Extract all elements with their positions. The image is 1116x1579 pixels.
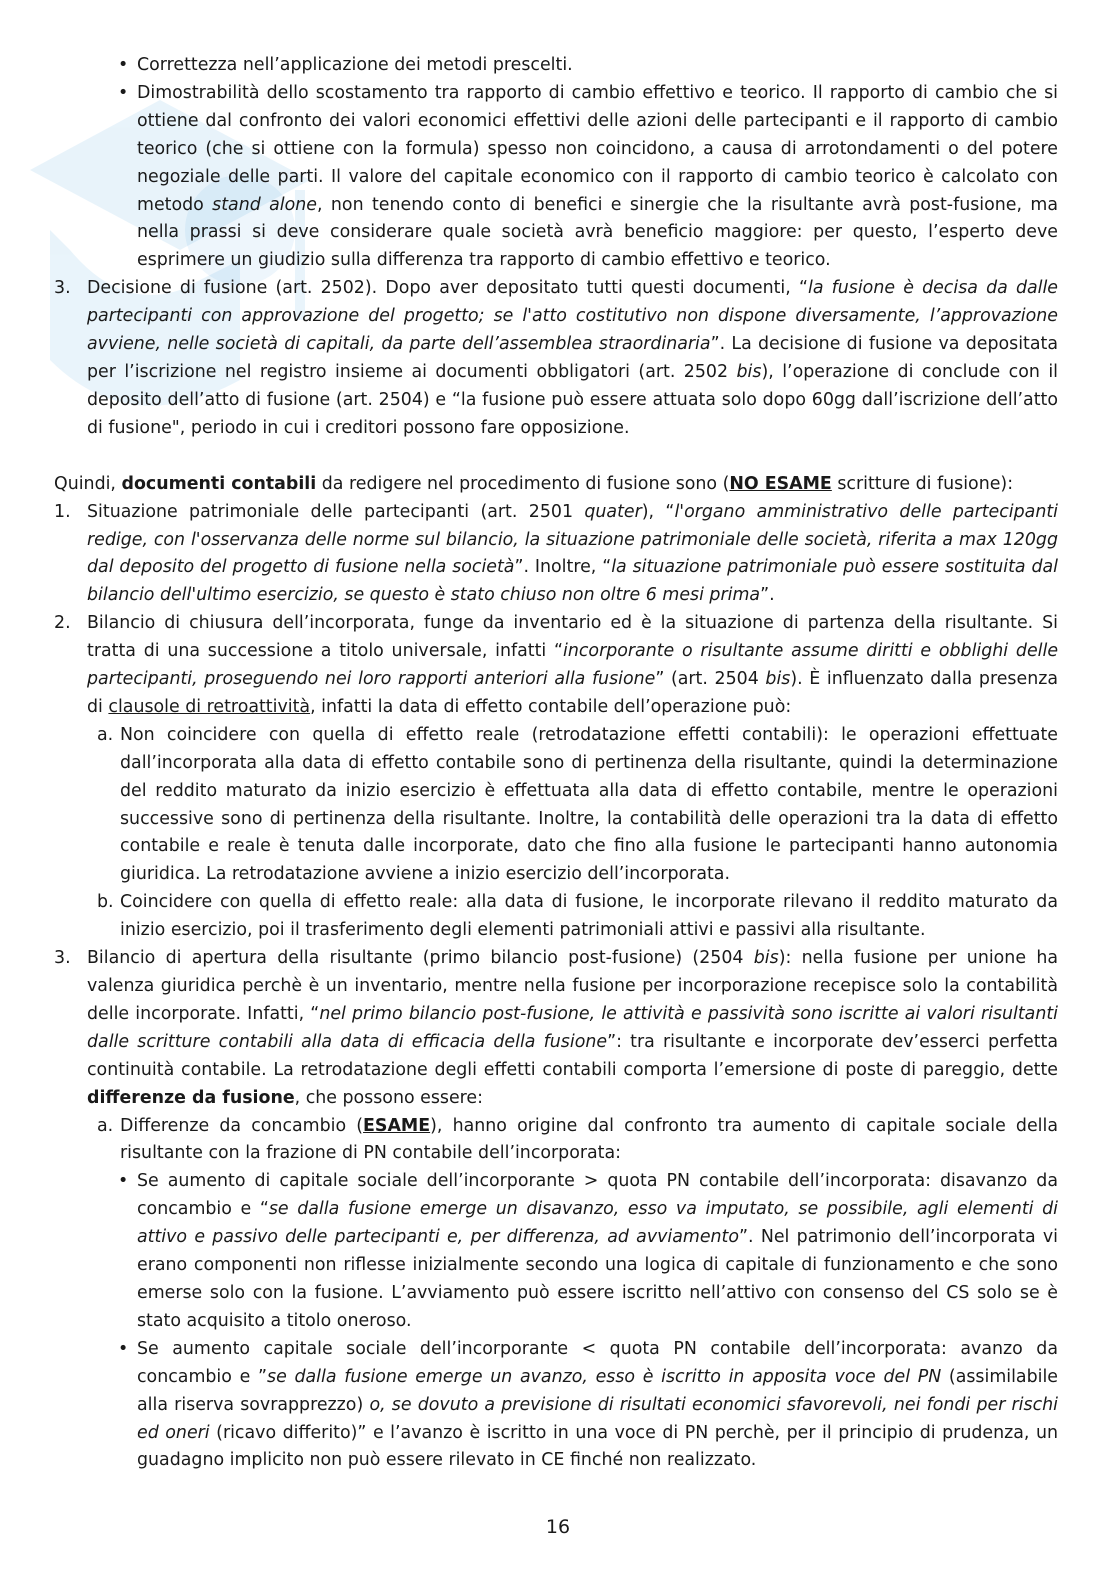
text-run: nel primo bilancio post-fusione, le attività e passività sono iscritte ai valori risultanti dalle scritture contabili alla data di efficacia della fusione: [87, 1003, 1059, 1052]
nested-bullet-item: [54, 1168, 1058, 1335]
list-marker: •: [118, 1338, 129, 1359]
text-run: o, se dovuto a previsione di risultati economici sfavorevoli, nei fondi per rischi ed oneri: [137, 1394, 1058, 1443]
lettered-subitem: [54, 1113, 1058, 1169]
text-run: bis: [765, 669, 791, 690]
lettered-subitem: [54, 722, 1058, 889]
list-marker: •: [118, 82, 129, 103]
list-marker: a.: [97, 724, 114, 745]
paragraph-gap: [54, 443, 1058, 471]
page-number: 16: [545, 1516, 571, 1538]
text-run: la situazione patrimoniale può essere sostituita dal bilancio dell'ultimo esercizio, se questo è stato chiuso non oltre 6 mesi prima: [87, 557, 1058, 606]
bullet-item: [54, 52, 1058, 80]
text-run: ”. Nel patrimonio dell’incorporata vi erano componenti non riflesse inizialmente secondo una logica di capitale di funzionamento e che sono emerse solo con la fusione. L’avviamento può essere iscritto nell’attivo con consenso del CS solo se è stato acquisito a titolo oneroso.: [137, 1227, 1059, 1331]
text-run: ), hanno origine dal confronto tra aumento di capitale sociale della risultante con la frazione di PN contabile dell’incorporata:: [120, 1115, 1058, 1164]
list-marker: 1.: [54, 501, 71, 522]
text-run: Situazione patrimoniale delle partecipanti (art. 2501: [87, 501, 585, 522]
lettered-subitem: [54, 889, 1058, 945]
text-run: ”. La decisione di fusione va depositata per l’iscrizione nel registro insieme ai documenti obbligatori (art. 2502: [87, 334, 1058, 382]
text-run: incorporante o risultante assume diritti e obblighi delle partecipanti, proseguendo nei loro rapporti anteriori alla fusione: [87, 641, 1059, 690]
text-run: quater: [584, 501, 642, 522]
text-run: ”: tra risultante e incorporate dev’esserci perfetta continuità contabile. La retrodatazione degli effetti contabili comporta l’emersione di poste di pareggio, dette: [87, 1031, 1058, 1080]
bullet-item: [54, 80, 1058, 275]
text-run: Bilancio di chiusura dell’incorporata, funge da inventario ed è la situazione di partenza della risultante. Si tratta di una successione a titolo universale, infatti “: [87, 613, 1058, 662]
numbered-item: [54, 275, 1058, 442]
paragraph: [54, 471, 1058, 499]
numbered-item: [54, 610, 1058, 722]
text-run: se dalla fusione emerge un disavanzo, esso va imputato, se possibile, agli elementi di attivo e passivo delle partecipanti e, per differenza, ad avviamento: [137, 1199, 1058, 1248]
text-run: ”. Inoltre, “: [514, 557, 612, 578]
text-run: Bilancio di apertura della risultante (primo bilancio post-fusione) (2504: [87, 948, 754, 969]
text-run: Coincidere con quella di effetto reale: alla data di fusione, le incorporate rilevano il reddito maturato da inizio esercizio, poi il trasferimento degli elementi patrimoniali attivi e passivi alla risultante.: [120, 892, 1058, 941]
text-run: ”.: [760, 585, 775, 606]
text-run: l'organo amministrativo delle partecipanti redige, con l'osservanza delle norme sul bilancio, la situazione patrimoniale delle società, riferita a max 120gg dal deposito del progetto di fusione nella società: [87, 501, 1058, 578]
text-run: da redigere nel procedimento di fusione sono (: [316, 473, 730, 494]
text-run: bis: [736, 361, 762, 382]
nested-bullet-item: [54, 1336, 1058, 1476]
text-run: NO ESAME: [729, 473, 832, 494]
text-run: se dalla fusione emerge un avanzo, esso è iscritto in apposita voce del PN: [267, 1366, 942, 1387]
text-run: clausole di retroattività: [108, 696, 311, 717]
text-run: ESAME: [363, 1115, 431, 1136]
text-run: Decisione di fusione (art. 2502). Dopo aver depositato tutti questi documenti, “: [87, 278, 808, 299]
text-run: , che possono essere:: [294, 1087, 483, 1108]
text-run: ), “: [641, 501, 675, 522]
text-run: , non tenendo conto di benefici e sinergie che la risultante avrà post-fusione, ma nella prassi si deve considerare quale società avrà beneficio maggiore: per questo, l’esperto deve esprimere un giudizio sulla differenza tra rapporto di cambio effettivo e teorico.: [137, 194, 1058, 271]
list-marker: b.: [97, 892, 114, 913]
text-run: scritture di fusione):: [831, 473, 1014, 494]
text-run: Dimostrabilità dello scostamento tra rapporto di cambio effettivo e teorico. Il rapporto di cambio che si ottiene dal confronto dei valori economici effettivi delle azioni delle partecipanti e il rapporto di cambio teorico (che si ottiene con la formula) spesso non coincidono, a causa di arrotondamenti o del potere negoziale delle parti. Il valore del capitale economico con il rapporto di cambio teorico è calcolato con metodo: [137, 82, 1058, 215]
text-run: documenti contabili: [121, 473, 317, 494]
numbered-item: [54, 945, 1058, 1112]
numbered-item: [54, 499, 1058, 611]
list-marker: 3.: [54, 278, 71, 299]
text-run: Se aumento capitale sociale dell’incorporante < quota PN contabile dell’incorporata: avanzo da concambio e ”: [137, 1338, 1058, 1387]
text-run: ), l’operazione di conclude con il deposito dell’atto di fusione (art. 2504) e “la fusione può essere attuata solo dopo 60gg dall’iscrizione dell’atto di fusione", periodo in cui i creditori possono fare opposizione.: [87, 361, 1058, 438]
document-body: [54, 52, 1058, 1475]
text-run: la fusione è decisa da dalle partecipanti con approvazione del progetto; se l'atto costitutivo non dispone diversamente, l’approvazione avviene, nelle società di capitali, da parte dell’assemblea straordinaria: [87, 278, 1058, 355]
text-run: Quindi,: [54, 473, 122, 494]
text-run: Differenze da concambio (: [120, 1115, 364, 1136]
list-marker: 3.: [54, 948, 71, 969]
text-run: ): nella fusione per unione ha valenza giuridica perchè è un inventario, mentre nella fusione per incorporazione recepisce solo la contabilità delle incorporate. Infatti, “: [87, 948, 1058, 1024]
text-run: Correttezza nell’applicazione dei metodi prescelti.: [137, 55, 573, 75]
list-marker: a.: [97, 1115, 114, 1136]
text-run: Non coincidere con quella di effetto reale (retrodatazione effetti contabili): le operazioni effettuate dall’incorporata alla data di effetto contabile sono di pertinenza della risultante, quindi la determinazione del reddito maturato da inizio esercizio è effettuata alla data di effetto contabile, mentre le operazioni successive sono di pertinenza della risultante. Inoltre, la contabilità delle operazioni tra la data di effetto contabile e reale è tenuta dalle incorporate, dato che fino alla fusione le partecipanti hanno autonomia giuridica. La retrodatazione avviene a inizio esercizio dell’incorporata.: [120, 724, 1058, 885]
text-run: Se aumento di capitale sociale dell’incorporante > quota PN contabile dell’incorporata: disavanzo da concambio e “: [137, 1171, 1058, 1220]
list-marker: 2.: [54, 613, 71, 634]
list-marker: •: [118, 1171, 129, 1192]
text-run: bis: [753, 948, 779, 969]
list-marker: •: [118, 55, 129, 75]
text-run: ). È influenzato dalla presenza di: [87, 669, 1058, 717]
text-run: (assimilabile alla riserva sovrapprezzo): [137, 1366, 1058, 1415]
text-run: (ricavo differito)” e l’avanzo è iscritto in una voce di PN perchè, per il principio di prudenza, un guadagno implicito non può essere rilevato in CE finché non realizzato.: [137, 1422, 1059, 1471]
text-run: , infatti la data di effetto contabile dell’operazione può:: [310, 696, 792, 717]
text-run: differenze da fusione: [87, 1087, 295, 1108]
text-run: ” (art. 2504: [655, 669, 766, 690]
text-run: stand alone: [212, 194, 317, 215]
